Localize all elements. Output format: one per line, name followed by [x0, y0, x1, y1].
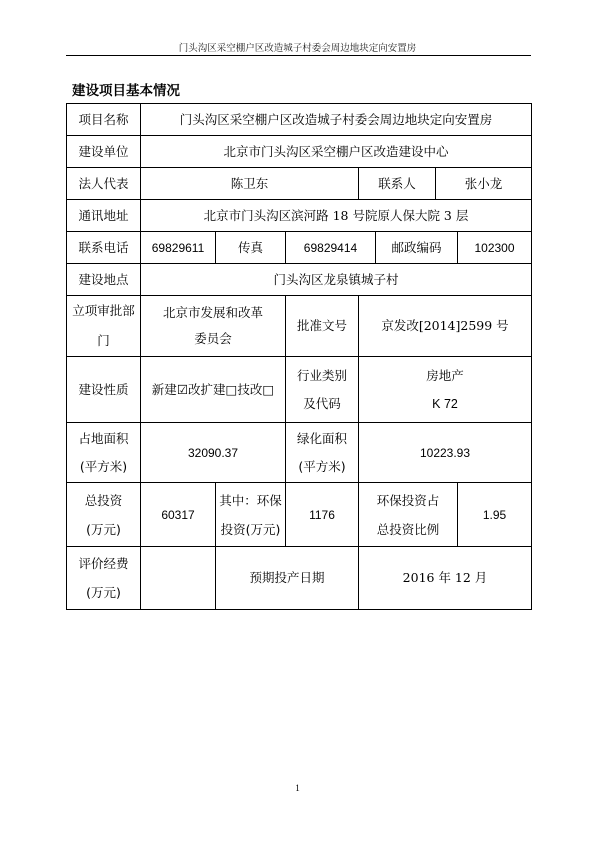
land-area-label-line1: 占地面积 — [78, 430, 129, 446]
eval-fee-label-line1: 评价经费 — [78, 556, 129, 571]
postcode-value: 102300 — [458, 232, 532, 264]
env-ratio-label-line2: 总投资比例 — [376, 521, 440, 537]
table-row — [67, 104, 532, 136]
builder-label: 建设单位 — [67, 136, 141, 168]
industry-code: K 72 — [432, 396, 458, 411]
table-row — [67, 423, 532, 483]
green-area-label-line1: 绿化面积 — [296, 430, 347, 446]
table-row — [67, 547, 532, 610]
contact-label: 联系人 — [359, 168, 436, 200]
unchecked-box-icon: □ — [225, 381, 238, 397]
table-row — [67, 232, 532, 264]
land-area-label-line2: (平方米) — [79, 458, 128, 474]
location-label: 建设地点 — [67, 264, 141, 296]
project-name-value: 门头沟区采空棚户区改造城子村委会周边地块定向安置房 — [141, 104, 532, 136]
total-invest-label — [67, 483, 141, 547]
env-invest-label — [216, 483, 286, 547]
env-invest-label-line1: 其中：环保 — [219, 492, 282, 508]
legal-rep-label: 法人代表 — [67, 168, 141, 200]
table-row — [67, 200, 532, 232]
env-ratio-label-line1: 环保投资占 — [376, 492, 440, 508]
approval-dept-line2: 委员会 — [194, 331, 232, 346]
table-row — [67, 296, 532, 357]
phone-label: 联系电话 — [67, 232, 141, 264]
industry-line1: 房地产 — [426, 367, 464, 383]
approval-no-value: 京发改[2014]2599 号 — [359, 296, 532, 357]
project-name-label: 项目名称 — [67, 104, 141, 136]
land-area-label — [67, 423, 141, 483]
total-invest-label-line2: (万元) — [86, 521, 121, 537]
industry-label-line2: 及代码 — [303, 395, 341, 411]
page-number: 1 — [295, 783, 300, 793]
project-info-table — [66, 103, 532, 610]
approval-dept-value — [141, 296, 286, 357]
green-area-label-line2: (平方米) — [298, 458, 346, 474]
total-invest-label-line1: 总投资 — [84, 492, 123, 508]
table-row — [67, 483, 532, 547]
table-row — [67, 357, 532, 423]
table-row — [67, 264, 532, 296]
green-area-value: 10223.93 — [359, 423, 532, 483]
checked-box-icon: ☑ — [176, 381, 189, 397]
table-row — [67, 168, 532, 200]
eval-fee-label — [67, 547, 141, 610]
fax-label: 传真 — [216, 232, 286, 264]
nature-label: 建设性质 — [67, 357, 141, 423]
industry-label — [286, 357, 359, 423]
nature-expand-text: 改扩建 — [188, 381, 226, 397]
eval-fee-label-line2: (万元) — [86, 585, 121, 600]
legal-rep-value: 陈卫东 — [141, 168, 359, 200]
unchecked-box-icon: □ — [262, 381, 275, 397]
env-invest-label-line2: 投资(万元) — [220, 521, 281, 537]
industry-label-line1: 行业类别 — [296, 367, 347, 383]
total-invest-value: 60317 — [141, 483, 216, 547]
env-ratio-label — [359, 483, 458, 547]
nature-tech-text: 技改 — [237, 381, 263, 397]
eval-fee-value — [141, 547, 216, 610]
section-title: 建设项目基本情况 — [72, 83, 180, 99]
postcode-label: 邮政编码 — [376, 232, 458, 264]
address-value: 北京市门头沟区滨河路 18 号院原人保大院 3 层 — [141, 200, 532, 232]
header-rule — [66, 55, 531, 56]
builder-value: 北京市门头沟区采空棚户区改造建设中心 — [141, 136, 532, 168]
running-header: 门头沟区采空棚户区改造城子村委会周边地块定向安置房 — [178, 43, 417, 54]
address-label: 通讯地址 — [67, 200, 141, 232]
land-area-value: 32090.37 — [141, 423, 286, 483]
contact-value: 张小龙 — [436, 168, 532, 200]
approval-dept-label: 立项审批部门 — [67, 296, 141, 357]
approval-no-label: 批准文号 — [286, 296, 359, 357]
fax-value: 69829414 — [286, 232, 376, 264]
nature-new-text: 新建 — [151, 381, 177, 397]
start-date-label: 预期投产日期 — [216, 547, 359, 610]
start-date-value: 2016 年 12 月 — [359, 547, 532, 610]
table-row — [67, 136, 532, 168]
phone-value: 69829611 — [141, 232, 216, 264]
nature-options — [141, 357, 286, 423]
industry-value — [359, 357, 532, 423]
env-invest-value: 1176 — [286, 483, 359, 547]
location-value: 门头沟区龙泉镇城子村 — [141, 264, 532, 296]
green-area-label — [286, 423, 359, 483]
env-ratio-value: 1.95 — [458, 483, 532, 547]
approval-dept-line1: 北京市发展和改革 — [162, 305, 263, 320]
